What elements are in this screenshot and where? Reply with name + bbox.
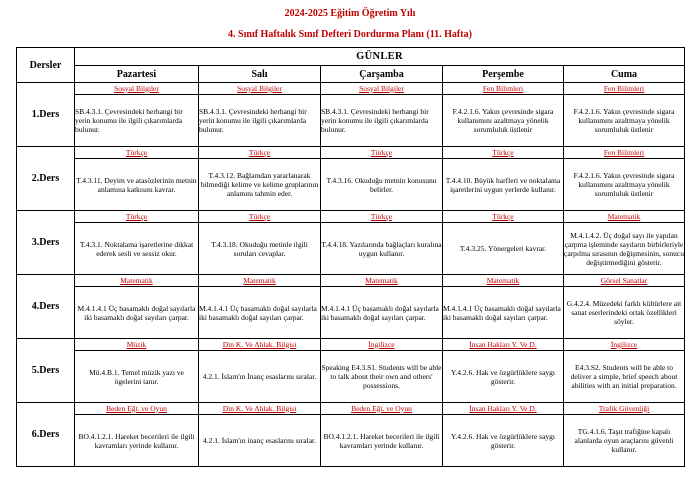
subject-label: Trafik Güvenliği <box>564 403 685 415</box>
subject-label: Türkçe <box>443 147 564 159</box>
objective-text: SB.4.3.1. Çevresindeki herhangi bir yerin konumu ile ilgili çıkarımlarda bulunur. <box>321 95 443 147</box>
table-row <box>17 95 685 147</box>
days-group-header: GÜNLER <box>75 48 685 66</box>
objective-text: M.4.1.4.1 Üç basamaklı doğal sayılarla iki basamaklı doğal sayıları çarpar. <box>75 287 199 339</box>
objective-text: M.4.1.4.1 Üç basamaklı doğal sayılarla iki basamaklı doğal sayıları çarpar. <box>199 287 321 339</box>
subject-label: Sosyal Bilgiler <box>75 83 199 95</box>
lesson-label: 5.Ders <box>17 339 75 403</box>
table-row <box>17 159 685 211</box>
school-year-title: 2024-2025 Eğitim Öğretim Yılı <box>284 8 416 19</box>
day-header-monday: Pazartesi <box>75 66 199 83</box>
table-row <box>17 339 685 351</box>
subject-label: Matematik <box>443 275 564 287</box>
subject-label: Sosyal Bilgiler <box>321 83 443 95</box>
subject-label: Türkçe <box>321 147 443 159</box>
plan-title: 4. Sınıf Haftalık Sınıf Defteri Dordurma Planı (11. Hafta) <box>228 29 472 40</box>
subject-label: İngilizce <box>321 339 443 351</box>
subject-label: Fen Bilimleri <box>564 147 685 159</box>
subject-label: Beden Eğt. ve Oyun <box>321 403 443 415</box>
table-row <box>17 147 685 159</box>
objective-text: SB.4.3.1. Çevresindeki herhangi bir yerin konumu ile ilgili çıkarımlarda bulunur. <box>199 95 321 147</box>
table-row <box>17 403 685 415</box>
objective-text: F.4.2.1.6. Yakın çevresinde sigara kullanımını azaltmaya yönelik sorumluluk üstlenir <box>564 159 685 211</box>
subject-label: Türkçe <box>75 211 199 223</box>
weekly-plan-table <box>16 47 685 467</box>
subject-label: Türkçe <box>199 211 321 223</box>
objective-text: T.4.4.10. Büyük harfleri ve noktalama işaretlerini uygun yerlerde kullanır. <box>443 159 564 211</box>
objective-text: Mü.4.B.1. Temel müzik yazı ve ögelerini tanır. <box>75 351 199 403</box>
subject-label: İngilizce <box>564 339 685 351</box>
table-row <box>17 275 685 287</box>
objective-text: T.4.3.16. Okuduğu metnin konusunu belirler. <box>321 159 443 211</box>
objective-text: F.4.2.1.6. Yakın çevresinde sigara kullanımını azaltmaya yönelik sorumluluk üstlenir <box>443 95 564 147</box>
table-row <box>17 351 685 403</box>
objective-text: 4.2.1. İslam'ın İnanç esaslarını sıralar. <box>199 351 321 403</box>
objective-text: 4.2.1. İslam'ın inanç esaslarını sıralar. <box>199 415 321 467</box>
lesson-label: 6.Ders <box>17 403 75 467</box>
day-header-tuesday: Salı <box>199 66 321 83</box>
objective-text: TG.4.1.6. Taşıt trafiğine kapalı alanlarda oyun araçlarını güvenli kullanır. <box>564 415 685 467</box>
day-header-thursday: Perşembe <box>443 66 564 83</box>
subject-label: Din K. Ve Ahlak. Bilgisi <box>199 403 321 415</box>
objective-text: SB.4.3.1. Çevresindeki herhangi bir yerin konumu ile ilgili çıkarımlarda bulunur. <box>75 95 199 147</box>
subject-label: Türkçe <box>321 211 443 223</box>
objective-text: BO.4.1.2.1. Hareket becerileri ile ilgili kavramları yerinde kullanır. <box>321 415 443 467</box>
objective-text: E4.3.S2. Students will be able to deliver a simple, brief speech about abilities with an initial preparation. <box>564 351 685 403</box>
lesson-label: 1.Ders <box>17 83 75 147</box>
day-header-friday: Cuma <box>564 66 685 83</box>
objective-text: G.4.2.4. Müzedeki farklı kültürlere ait sanat eserlerindeki ortak özellikleri söyler. <box>564 287 685 339</box>
subject-label: İnsan Hakları Y. Ve D. <box>443 339 564 351</box>
subject-label: Matematik <box>564 211 685 223</box>
table-row <box>17 83 685 95</box>
lesson-label: 4.Ders <box>17 275 75 339</box>
objective-text: T.4.3.18. Okuduğu metinle ilgili soruları cevaplar. <box>199 223 321 275</box>
objective-text: Y.4.2.6. Hak ve özgürlüklere saygı gösterir. <box>443 415 564 467</box>
subject-label: İnsan Hakları Y. Ve D. <box>443 403 564 415</box>
lesson-label: 3.Ders <box>17 211 75 275</box>
subject-label: Matematik <box>75 275 199 287</box>
subject-label: Fen Bilimleri <box>443 83 564 95</box>
subject-label: Türkçe <box>443 211 564 223</box>
subject-label: Türkçe <box>199 147 321 159</box>
table-row <box>17 415 685 467</box>
subject-label: Matematik <box>199 275 321 287</box>
objective-text: M.4.1.4.1 Üç basamaklı doğal sayılarla iki basamaklı doğal sayıları çarpar. <box>321 287 443 339</box>
subject-label: Görsel Sanatlar <box>564 275 685 287</box>
subject-label: Sosyal Bilgiler <box>199 83 321 95</box>
objective-text: T.4.4.18. Yazılarında bağlaçları kuralına uygun kullanır. <box>321 223 443 275</box>
objective-text: F.4.2.1.6. Yakın çevresinde sigara kullanımını azaltmaya yönelik sorumluluk üstlenir <box>564 95 685 147</box>
table-row <box>17 211 685 223</box>
table-row <box>17 223 685 275</box>
objective-text: T.4.3.12. Bağlamdan yararlanarak bilmediği kelime ve kelime gruplarının anlamını tahmin eder. <box>199 159 321 211</box>
objective-text: T.4.3.11. Deyim ve atasözlerinin metnin anlamına katkısını kavrar. <box>75 159 199 211</box>
objective-text: Speaking E4.3.S1. Students will be able to talk about their own and others' possessions. <box>321 351 443 403</box>
objective-text: M.4.1.4.1 Üç basamaklı doğal sayılarla iki basamaklı doğal sayıları çarpar. <box>443 287 564 339</box>
day-header-wednesday: Çarşamba <box>321 66 443 83</box>
subject-label: Matematik <box>321 275 443 287</box>
objective-text: BO.4.1.2.1. Hareket becerileri ile ilgili kavramları yerinde kullanır. <box>75 415 199 467</box>
lesson-label: 2.Ders <box>17 147 75 211</box>
objective-text: M.4.1.4.2. Üç doğal sayı ile yapılan çarpma işleminde sayıların birbirleriyle çarpılma sırasının değişmesinin, sonucu değiştirmediğini gösterir. <box>564 223 685 275</box>
table-row <box>17 287 685 339</box>
objective-text: T.4.3.1. Noktalama işaretlerine dikkat ederek sesli ve sessiz okur. <box>75 223 199 275</box>
subject-label: Din K. Ve Ahlak. Bilgisi <box>199 339 321 351</box>
subject-label: Fen Bilimleri <box>564 83 685 95</box>
objective-text: Y.4.2.6. Hak ve özgürlüklere saygı gösterir. <box>443 351 564 403</box>
subject-label: Müzik <box>75 339 199 351</box>
subject-label: Türkçe <box>75 147 199 159</box>
objective-text: T.4.3.25. Yönergeleri kavrar. <box>443 223 564 275</box>
lessons-header: Dersler <box>17 48 75 83</box>
subject-label: Beden Eğt. ve Oyun <box>75 403 199 415</box>
